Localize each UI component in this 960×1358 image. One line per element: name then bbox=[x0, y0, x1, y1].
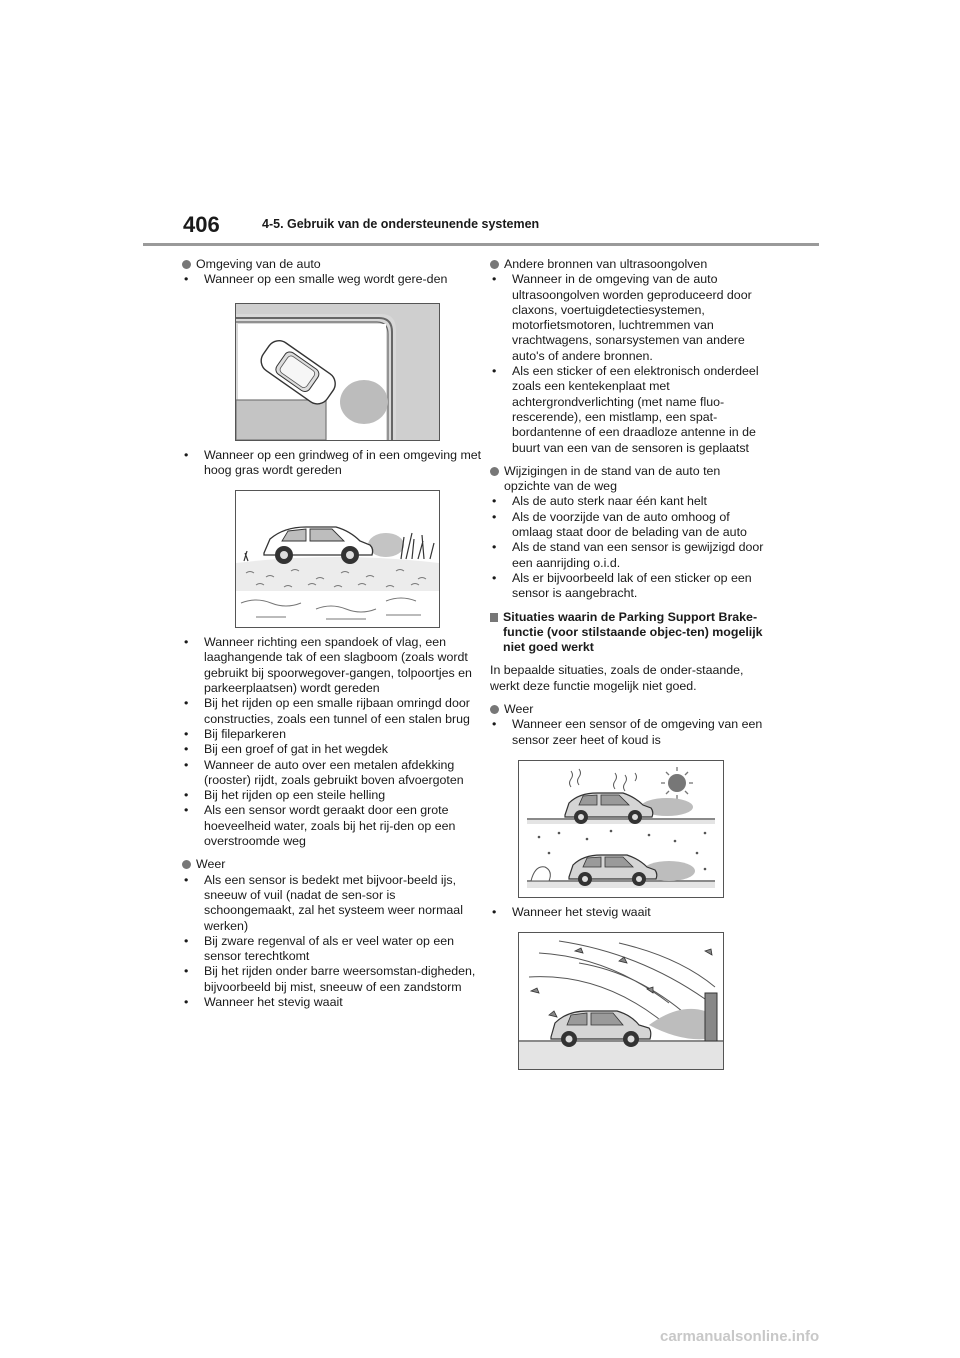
list-item: • Als een sticker of een elektronisch onderdeel zoals een kentekenplaat met achtergrondverlichting (met name fluo-rescerende), een mistlamp, een spat-bordantenne of een draadloze antenne in de buurt van een van de sensoren is geplaatst bbox=[490, 364, 765, 456]
list-item: • Als de voorzijde van de auto omhoog of omlaag staat door de belading van de auto bbox=[490, 510, 765, 541]
subsection-heading bbox=[490, 610, 765, 656]
narrow-road-illustration bbox=[236, 304, 439, 440]
list-item: • Wanneer de auto over een metalen afdekking (rooster) rijdt, zoals gebruikt boven afvoergoten bbox=[182, 758, 482, 789]
paragraph: In bepaalde situaties, zoals de onder-staande, werkt deze functie mogelijk niet goed. bbox=[490, 663, 744, 693]
section-heading bbox=[182, 857, 482, 872]
wall-obstacle bbox=[705, 993, 717, 1041]
gravel-road-illustration bbox=[236, 491, 439, 627]
list-item: • Wanneer het stevig waait bbox=[182, 995, 482, 1010]
circle-bullet-icon bbox=[182, 260, 191, 269]
list-item: • Als de auto sterk naar één kant helt bbox=[490, 494, 765, 509]
list-item: • Wanneer het stevig waait bbox=[490, 905, 765, 920]
list-item: • Bij het rijden op een steile helling bbox=[182, 788, 482, 803]
figure-hot-cold bbox=[518, 760, 724, 898]
heading-text: Omgeving van de auto bbox=[196, 257, 321, 271]
list-item: • Bij zware regenval of als er veel water op een sensor terechtkomt bbox=[182, 934, 482, 965]
list-item: • Als er bijvoorbeeld lak of een sticker op een sensor is aangebracht. bbox=[490, 571, 765, 602]
circle-bullet-icon bbox=[490, 467, 499, 476]
heading-text: Andere bronnen van ultrasoongolven bbox=[504, 257, 708, 271]
sensor-wave bbox=[340, 380, 388, 424]
list-item: • Bij het rijden onder barre weersomstan-digheden, bijvoorbeeld bij mist, sneeuw of een zandstorm bbox=[182, 964, 482, 995]
curb-block bbox=[236, 400, 326, 440]
list-item: • Wanneer een sensor of de omgeving van een sensor zeer heet of koud is bbox=[490, 717, 765, 748]
sensor-wave bbox=[368, 533, 404, 557]
section-heading bbox=[490, 464, 765, 495]
circle-bullet-icon bbox=[182, 860, 191, 869]
header-rule bbox=[143, 243, 819, 246]
chapter-title: 4-5. Gebruik van de ondersteunende systemen bbox=[262, 217, 540, 231]
section-heading bbox=[490, 257, 765, 272]
list-item: • Wanneer op een smalle weg wordt gere-den bbox=[182, 272, 482, 287]
square-bullet-icon bbox=[490, 613, 498, 622]
list-item: • Als de stand van een sensor is gewijzigd door een aanrijding o.i.d. bbox=[490, 540, 765, 571]
hot-cold-illustration bbox=[519, 761, 723, 897]
list-item: • Als een sensor wordt geraakt door een grote hoeveelheid water, zoals bij het rij-den op een overstroomde weg bbox=[182, 803, 482, 849]
right-column bbox=[490, 257, 765, 1070]
wind-illustration bbox=[519, 933, 723, 1069]
figure-wind bbox=[518, 932, 724, 1070]
list-item: • Wanneer op een grindweg of in een omgeving met hoog gras wordt gereden bbox=[182, 448, 482, 479]
page-number: 406 bbox=[183, 212, 220, 237]
list-item: • Wanneer richting een spandoek of vlag, een laaghangende tak of een slagboom (zoals wordt gebruikt bij spoorwegover-gangen, tolpoortjes en parkeerplaatsen) wordt gereden bbox=[182, 635, 482, 696]
heading-text: Weer bbox=[504, 702, 534, 717]
list-item: • Als een sensor is bedekt met bijvoor-beeld ijs, sneeuw of vuil (nadat de sen-sor is schoongemaakt, zal het systeem weer normaal werken) bbox=[182, 873, 482, 934]
left-column bbox=[182, 257, 482, 1010]
section-heading bbox=[182, 257, 482, 272]
list-item: • Bij een groef of gat in het wegdek bbox=[182, 742, 482, 757]
heading-text: Situaties waarin de Parking Support Brake-functie (voor stilstaande objec-ten) mogelijk niet goed werkt bbox=[503, 609, 763, 655]
heading-text: Wijzigingen in de stand van de auto ten opzichte van de weg bbox=[504, 463, 721, 494]
figure-narrow-road bbox=[235, 303, 440, 441]
figure-gravel-road bbox=[235, 490, 440, 628]
list-item: • Bij het rijden op een smalle rijbaan omringd door constructies, zoals een tunnel of een stalen brug bbox=[182, 696, 482, 727]
watermark: carmanualsonline.info bbox=[660, 1328, 820, 1345]
list-item: • Wanneer in de omgeving van de auto ultrasoongolven worden geproduceerd door claxons, voertuigdetectiesystemen, motorfietsmotoren, luchtremmen van vrachtwagens, sonarsystemen van andere auto's of andere bronnen. bbox=[490, 272, 765, 364]
heading-text: Weer bbox=[196, 857, 226, 872]
list-item: • Bij fileparkeren bbox=[182, 727, 482, 742]
circle-bullet-icon bbox=[490, 260, 499, 269]
circle-bullet-icon bbox=[490, 705, 499, 714]
section-heading bbox=[490, 702, 765, 717]
